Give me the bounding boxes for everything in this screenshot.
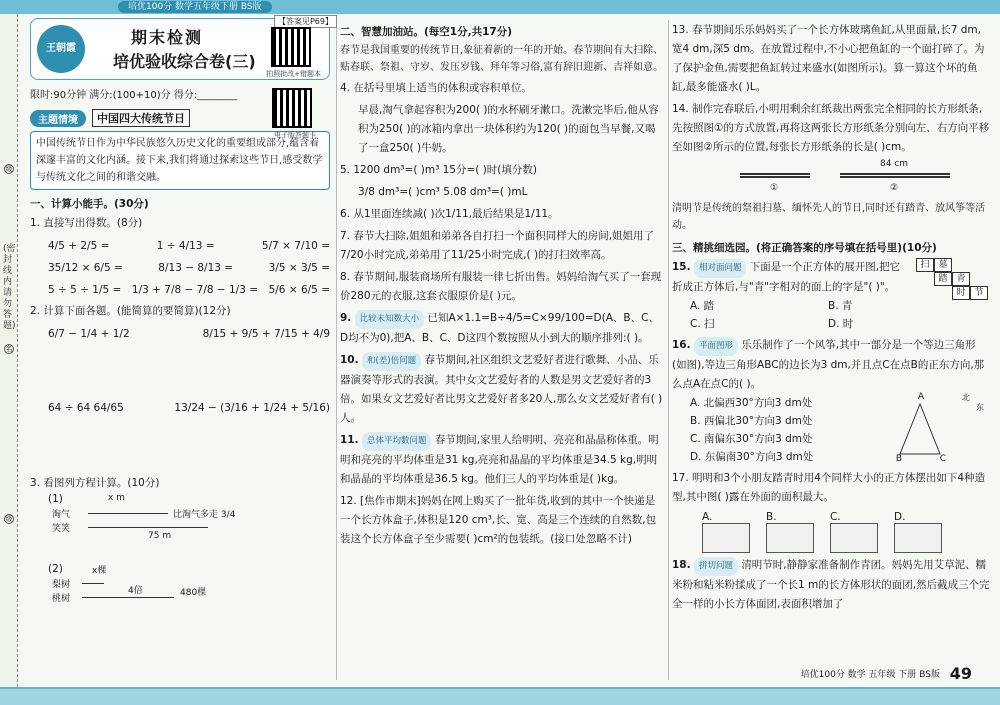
shape-option[interactable] [766,511,814,553]
segment-label: 480棵 [180,588,207,598]
question-5b: 3/8 dm³=( )cm³ 5.08 dm³=( )mL [358,186,528,198]
math-item: 8/15 + 9/5 + 7/15 + 4/9 [202,328,330,340]
net-face: 时 [952,286,970,300]
question-body: 清明节时,静静家准备制作青团。妈妈先用艾草泥、糯米粉和粘米粉揉成了一个长1 m的长方体形状的面团,然后截成三个完全一样的小长方体面团,表面积增加了 [672,559,990,610]
math-item: 8/13 − 8/13 = [158,262,234,274]
paper-strip [740,173,810,178]
question-10: 10. 和(差)倍问题 春节期间,社区组织文艺爱好者进行歌舞、小品、乐器演奏等形式的表演。其中女文艺爱好者的人数是男文艺爱好者的3倍。如果女文艺爱好者比男文艺爱好者多20人,那么女文艺爱好者有( )人。 [340,354,663,424]
sub-label: (2) [48,563,63,575]
section-title: 一、计算小能手。(30分) [30,198,149,210]
question-18: 18. 拼切问题 清明节时,静静家准备制作青团。妈妈先用艾草泥、糯米粉和粘米粉揉成了一个长1 m的长方体形状的面团,然后截成三个完全一样的小长方体面团,表面积增加了 [672,559,990,610]
segment-label: 75 m [148,531,172,541]
equilateral-triangle [900,404,940,454]
question-4: 4. 在括号里填上适当的体积或容积单位。 [340,82,532,94]
math-row [30,325,330,395]
exam-meta: 限时:90分钟 满分:(100+10)分 得分:________ [30,90,238,101]
column-divider [336,20,337,680]
question-17: 17. 明明和3个小朋友踏青时用4个同样大小的正方体摆出如下4种造型,其中图( )露在外面的面积最大。 [672,472,986,503]
section-title: 三、精挑细选园。(将正确答案的序号填在括号里)(10分) [672,242,937,254]
question-13: 13. 春节期间乐乐妈妈买了一个长方体玻璃鱼缸,从里面量,长7 dm,宽4 dm,深5 dm。在放置过程中,不小心把鱼缸的一个面打碎了。为了保护金鱼,需要把鱼缸转过来盛水(如图所示)。算一算这个坏的鱼缸,最多能盛水( )L。 [672,24,985,93]
binding-margin [0,14,18,687]
vertex-label: C [939,454,946,464]
math-item: 64 ÷ 64 64/65 [48,402,124,414]
compass-label: 北 [962,393,970,402]
option[interactable]: A. 踏 [690,300,715,312]
option[interactable]: D. 东偏南30°方向3 dm处 [690,451,814,463]
segment-line [82,597,174,598]
math-item: 6/7 − 1/4 + 1/2 [48,328,130,340]
exam-title: 期末检测 [131,28,204,47]
intro-text: 中国传统节日作为中华民族悠久历史文化的重要组成部分,蕴含着深邃丰富的文化内涵。接下来,我们将通过探索这些节日,感受数学与传统文化之间的和谐交融。 [30,131,330,190]
question-14: 14. 制作完春联后,小明用剩余红纸裁出两张完全相同的长方形纸条,先按照图①的方式放置,再将这两张长方形纸条分别向左、右方向平移至如图②所示的位置,每张长方形纸条的长是( )cm。 [672,103,990,153]
segment-line [82,583,104,584]
math-row [30,399,330,471]
net-face: 扫 [916,258,934,272]
qr-caption: 电子版答题卡 [274,131,316,139]
cube-shapes [672,511,990,553]
shape-option[interactable] [830,511,878,553]
net-face: 踏 [934,272,952,286]
qr-code-icon[interactable] [272,88,312,128]
question-tag: 平面图形 [694,337,738,356]
segment-diagram-2 [48,563,330,613]
question-1: 1. 直接写出得数。(8分) [30,217,143,229]
strip-figure [690,157,990,197]
question-body: 乐乐制作了一个风筝,其中一部分是一个等边三角形(如图),等边三角形ABC的边长为3 dm,并且点C在点B的正东方向,那么点A在点C的( )。 [672,339,985,390]
compass-label: 东 [976,403,984,412]
question-body: 已知A×1.1=B÷4/5=C×99/100=D(A、B、C、D均不为0),把A、B、C、D这四个数按照从小到大的顺序排列:( )。 [340,312,659,344]
footer-text: 培优100分 数学 五年级 下册 BS版 [800,670,940,680]
title-box [30,17,333,80]
math-item: 1 ÷ 4/13 = [156,240,215,252]
math-item: 5/6 × 6/5 = [268,284,330,296]
question-tag: 总体平均数问题 [362,432,432,451]
cube-stack [830,523,878,553]
math-item: 1/3 + 7/8 − 7/8 − 1/3 = [131,284,259,296]
cube-stack [894,523,942,553]
question-9: 9. 比较未知数大小 已知A×1.1=B÷4/5=C×99/100=D(A、B、C、D均不为0),把A、B、C、D这四个数按照从小到大的顺序排列:( )。 [340,312,659,344]
question-body: 春节期间,家里人给明明、亮亮和晶晶称体重。明明和亮亮的平均体重是31 kg,亮亮和晶晶的平均体重是34.5 kg,明明和晶晶的平均体重是36.5 kg。他们三人的平均体重是( )kg。 [340,434,659,485]
math-row [30,237,330,255]
margin-mark: 级 [5,515,13,523]
qr-caption: 拍照批改+错题本 [266,70,321,78]
option[interactable]: D. 时 [828,318,854,330]
question-tag: 比较未知数大小 [355,310,425,329]
page-number: 49 [949,664,972,683]
bottom-band [0,687,1000,705]
question-16: 16. 平面图形 乐乐制作了一个风筝,其中一部分是一个等边三角形(如图),等边三角形ABC的边长为3 dm,并且点C在点B的正东方向,那么点A在点C的( )。 [672,339,985,390]
question-body: 春节期间,社区组织文艺爱好者进行歌舞、小品、乐器演奏等形式的表演。其中女文艺爱好者的人数是男文艺爱好者的3倍。如果女文艺爱好者比男文艺爱好者多20人,那么女文艺爱好者有( )人。 [340,354,663,424]
math-item: 4/5 + 2/5 = [48,240,110,252]
question-2: 2. 计算下面各题。(能简算的要简算)(12分) [30,305,231,317]
math-item: 35/12 × 6/5 = [48,262,123,274]
cube-stack [702,523,750,553]
net-face: 墓 [934,258,952,272]
question-tag: 和(差)倍问题 [362,352,421,371]
option-label: C. [830,511,841,523]
figure-label: ① [770,183,779,193]
option[interactable]: C. 南偏东30°方向3 dm处 [690,433,813,445]
math-item: 5 ÷ 5 ÷ 1/5 = [48,284,122,296]
question-3: 3. 看图列方程计算。(10分) [30,477,160,489]
segment-label: 笑笑 [52,524,71,534]
segment-diagram-1 [48,493,330,545]
math-item: 5/7 × 7/10 = [261,240,330,252]
segment-label: 淘气 [52,510,71,520]
figure-label: 84 cm [880,159,909,169]
qingming-intro: 清明节是传统的祭祖扫墓、缅怀先人的节日,同时还有踏青、放风筝等活动。 [672,203,986,231]
question-16-block [672,394,990,466]
exam-subtitle: 培优验收综合卷(三) [113,52,256,71]
question-15: 15. 相对面问题 下面是一个正方体的展开图,把它折成正方体后,与"青"字相对的面上的字是"( )"。 扫 墓 踏 青 时 节 [672,258,990,297]
theme-tag: 主题情境 [30,110,86,127]
question-8: 8. 春节期间,服装商场所有服装一律七折出售。妈妈给淘气买了一套现价280元的衣服,这套衣服原价是( )元。 [340,271,662,302]
question-12: 12. [焦作市期末]妈妈在网上购买了一批年货,收到的其中一个快递是一个长方体盒子,体积是120 cm³,长、宽、高是三个连续的自然数,包装这个长方体盒子至少需要( )cm²的包装纸。(接口处忽略不计) [340,495,657,545]
seal-line-text: (密封线内请勿答题) [3,244,16,331]
shape-option[interactable] [702,511,750,553]
margin-mark: 级 [5,165,13,173]
margin-mark: 名 [5,345,13,353]
shape-option[interactable] [894,511,942,553]
spring-festival-intro: 春节是我国重要的传统节日,象征着新的一年的开始。春节期间有大扫除、贴春联、祭祖、守岁、发压岁钱、拜年等习俗,富有辞旧迎新、吉祥如意。 [340,45,664,73]
column-right [672,18,990,614]
sub-label: (1) [48,493,63,505]
theme-title: 中国四大传统节日 [92,109,190,127]
segment-label: 梨树 [52,580,71,590]
segment-label: x棵 [92,566,107,576]
header-pill: 培优100分 数学五年级下册 BS版 [118,1,272,13]
paper-strip [840,173,950,178]
top-band [0,0,1000,14]
option[interactable]: A. 北偏西30°方向3 dm处 [690,397,813,409]
question-body: 下面是一个正方体的展开图,把它折成正方体后,与"青"字相对的面上的字是"( )"。 [672,261,901,293]
option-label: A. [702,511,713,523]
column-middle [340,18,665,549]
vertex-label: B [895,454,902,464]
math-item: 3/5 × 3/5 = [268,262,330,274]
option[interactable]: B. 西偏北30°方向3 dm处 [690,415,813,427]
net-face: 青 [952,272,970,286]
question-7: 7. 春节大扫除,姐姐和弟弟各自打扫一个面积同样大的房间,姐姐用了7/20小时完成,弟弟用了11/25小时完成,( )的打扫效率高。 [340,230,655,261]
qr-code-icon[interactable] [271,27,311,67]
triangle-figure [890,394,970,464]
question-tag: 拼切问题 [694,557,738,576]
options [672,297,990,333]
question-11: 11. 总体平均数问题 春节期间,家里人给明明、亮亮和晶晶称体重。明明和亮亮的平均体重是31 kg,亮亮和晶晶的平均体重是34.5 kg,明明和晶晶的平均体重是36.5 kg。他们三人的平均体重是( )kg。 [340,434,659,485]
segment-label: x m [108,493,125,503]
question-4-text: 早晨,淘气拿起容积为200( )的水杯刷牙漱口。洗漱完毕后,他从容积为250( )的冰箱内拿出一块体积约为120( )的面包当早餐,又喝了一盒250( )牛奶。 [358,104,659,154]
question-tag: 相对面问题 [694,259,747,278]
segment-line [88,527,208,528]
brand-logo: 王朝霞 [37,25,85,73]
column-divider [668,20,669,680]
question-5: 5. 1200 dm³=( )m³ 15分=( )时(填分数) [340,164,538,176]
section-title: 二、智慧加油站。(每空1分,共17分) [340,26,513,38]
figure-label: ② [890,183,899,193]
segment-line [88,513,168,514]
column-left [30,17,333,613]
math-row [30,259,330,277]
segment-label: 桃树 [52,594,71,604]
option[interactable]: B. 青 [828,300,853,312]
segment-label: 4倍 [128,586,143,596]
math-row [30,281,330,299]
option-label: B. [766,511,777,523]
option[interactable]: C. 扫 [690,318,715,330]
answer-ref: 【答案见P69】 [274,15,337,28]
segment-label: 比淘气多走 3/4 [173,510,236,520]
question-6: 6. 从1里面连续减( )次1/11,最后结果是1/11。 [340,208,559,220]
math-item: 13/24 − (3/16 + 1/24 + 5/16) [174,402,330,414]
cube-stack [766,523,814,553]
net-face: 节 [970,286,988,300]
option-label: D. [894,511,906,523]
vertex-label: A [917,392,924,402]
